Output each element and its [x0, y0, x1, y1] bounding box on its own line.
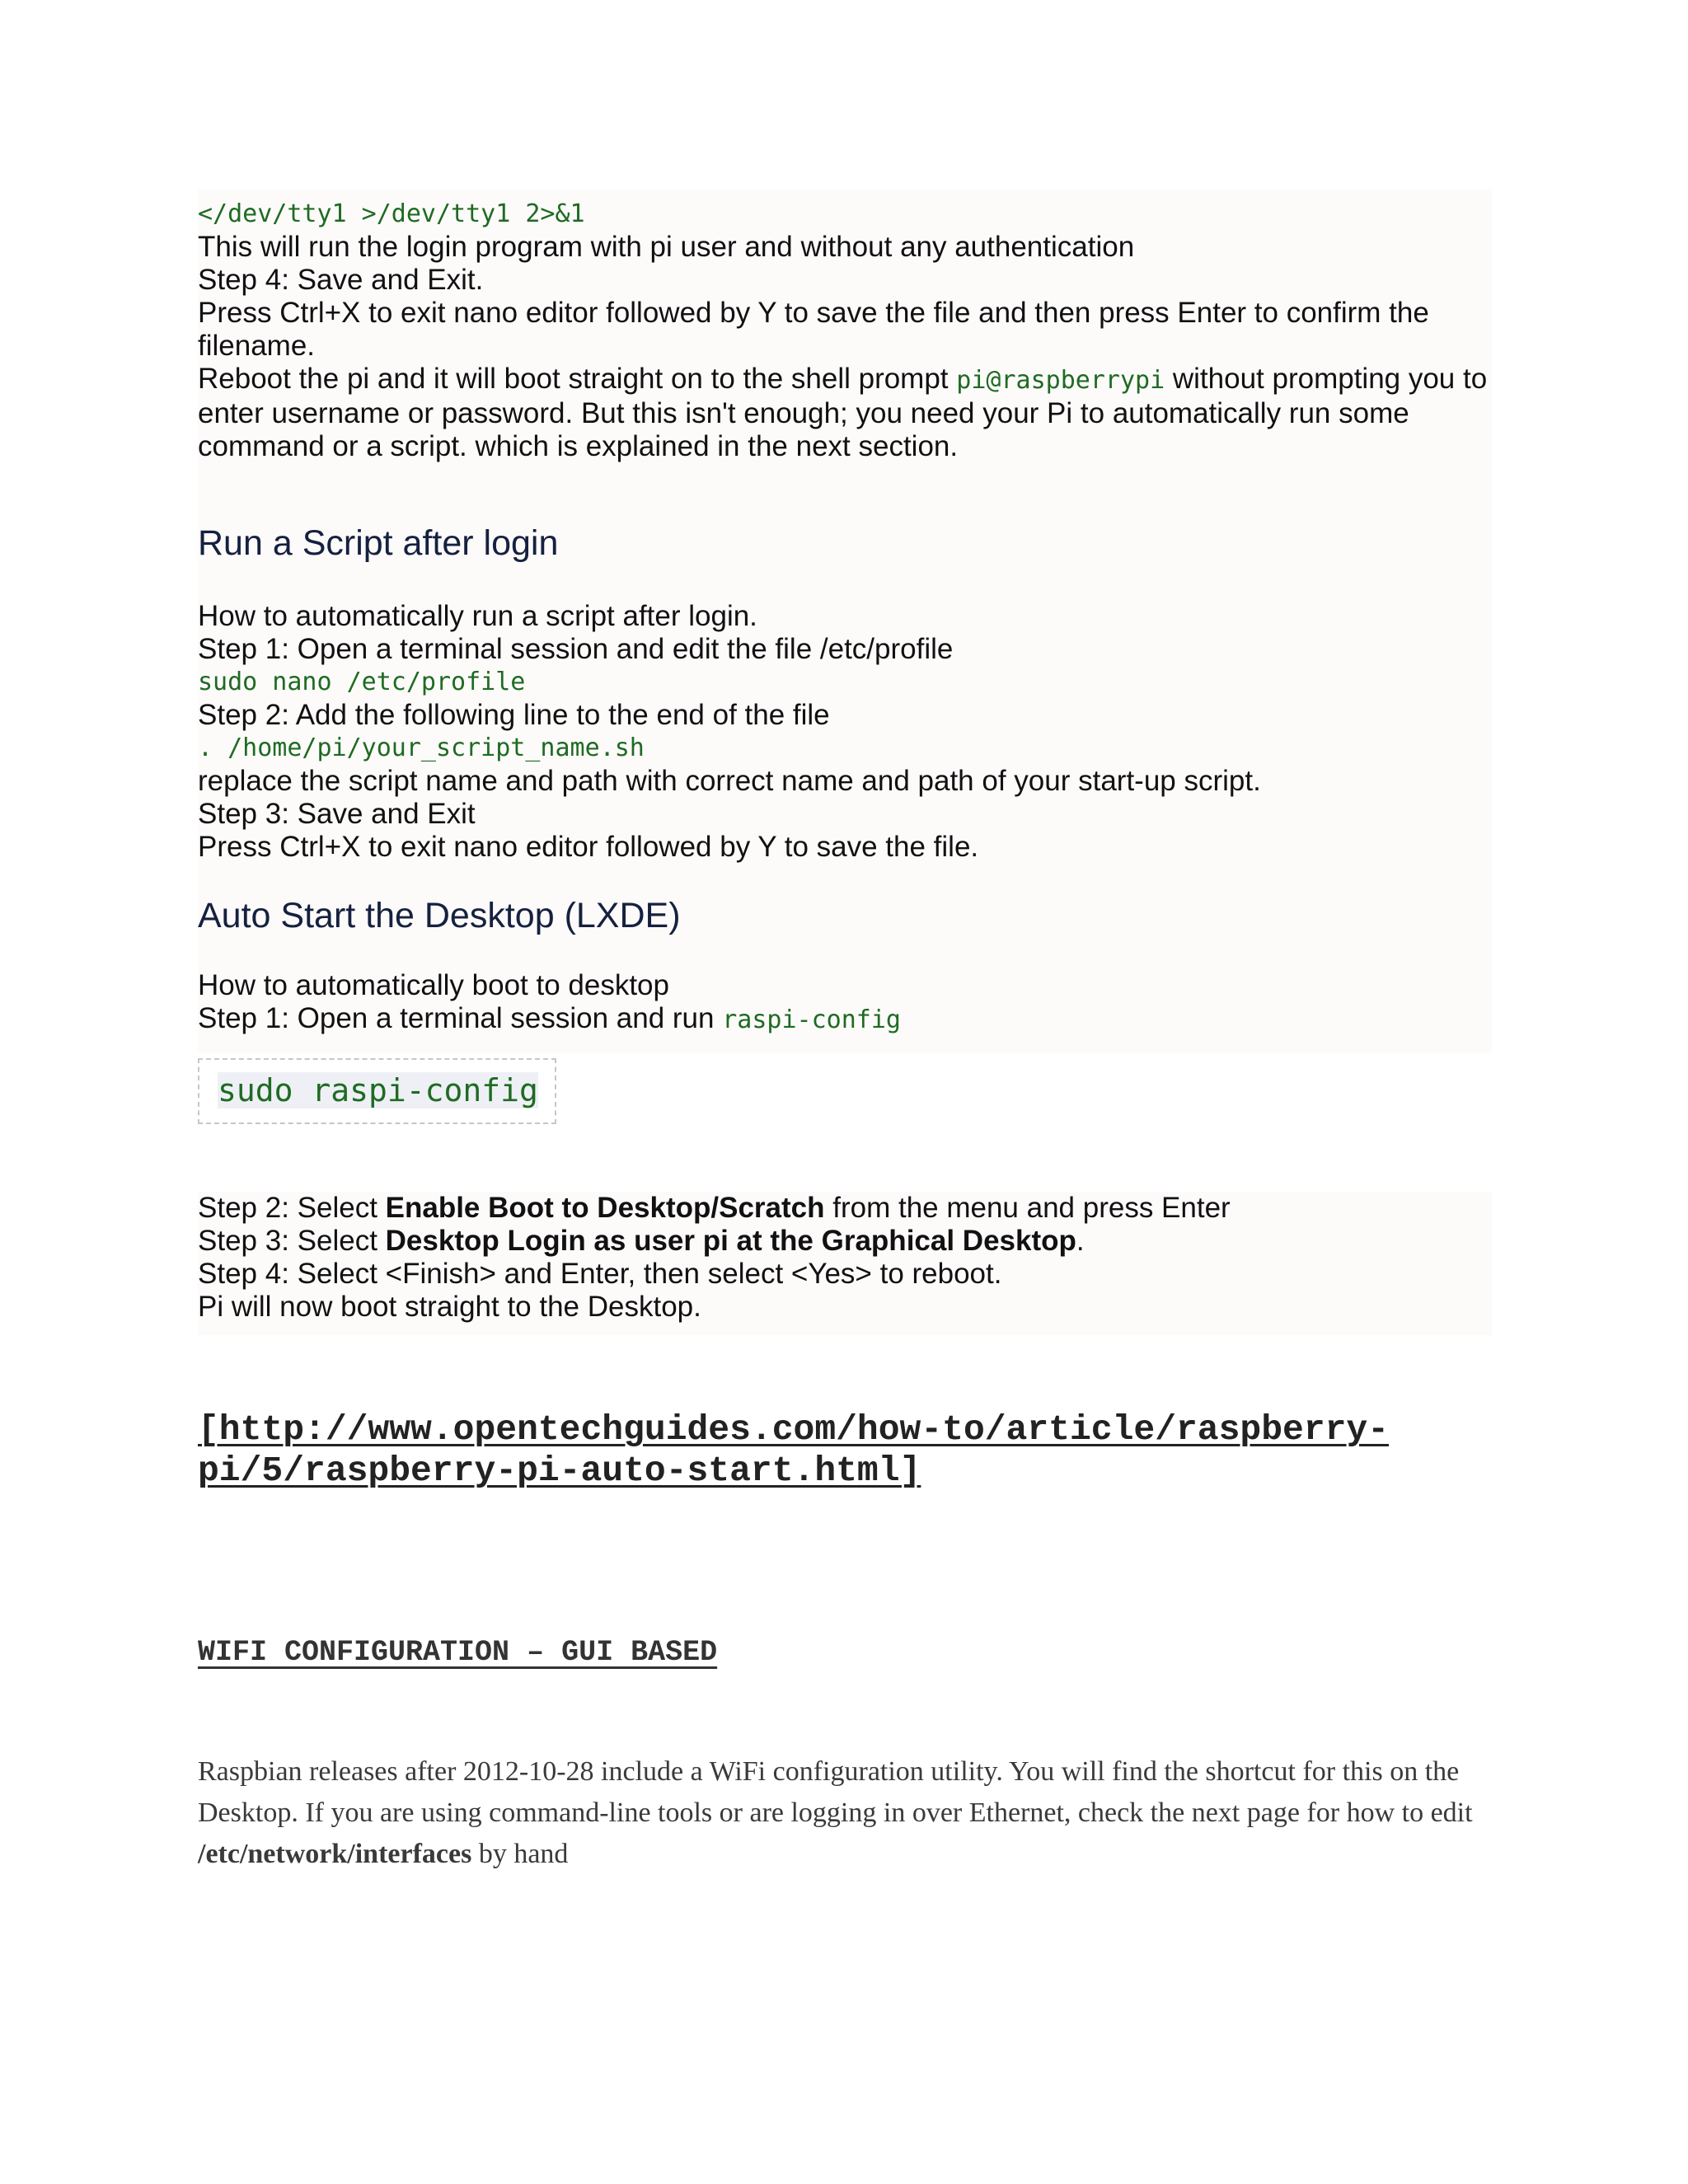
text-span: by hand	[471, 1839, 569, 1869]
text-line: Press Ctrl+X to exit nano editor followed by Y to save the file.	[198, 831, 979, 863]
reference-link[interactable]	[198, 1409, 1492, 1492]
document-page	[198, 190, 1492, 1875]
code-line: . /home/pi/your_script_name.sh	[198, 733, 645, 762]
text-span: Raspbian releases after 2012-10-28 include a WiFi configuration utility. You will find the shortcut for this on the Desktop. If you are using command-line tools or are logging in over Ethernet, check the next page for how to edit	[198, 1756, 1473, 1828]
wifi-heading: WIFI CONFIGURATION – GUI BASED	[198, 1636, 718, 1669]
text-span: Reboot the pi and it will boot straight on to the shell prompt	[198, 363, 957, 395]
text-line: replace the script name and path with correct name and path of your start-up script.	[198, 765, 1261, 797]
bold-text: Desktop Login as user pi at the Graphical Desktop	[385, 1225, 1076, 1257]
text-line: Step 4: Select <Finish> and Enter, then select <Yes> to reboot.	[198, 1258, 1002, 1290]
text-line	[198, 1192, 1492, 1225]
code-box	[198, 1058, 556, 1124]
code-line: sudo nano /etc/profile	[198, 668, 526, 696]
text-line: Step 2: Add the following line to the end of the file	[198, 699, 830, 731]
reference-link-line[interactable]: pi/5/raspberry-pi-auto-start.html]	[198, 1451, 921, 1491]
inline-code: raspi-config	[722, 1005, 901, 1034]
text-line	[198, 1225, 1492, 1258]
code-line-tty: </dev/tty1 >/dev/tty1 2>&1	[198, 199, 585, 228]
text-line: How to automatically boot to desktop	[198, 969, 669, 1001]
text-paragraph	[198, 363, 1492, 463]
text-span: Step 1: Open a terminal session and run	[198, 1002, 723, 1034]
text-span: .	[1076, 1225, 1085, 1257]
text-span: without prompting you to enter username or password. But this isn't enough; you need your Pi to automatically run some command or a script. which is explained in the next section.	[198, 363, 1488, 462]
code-box-text: sudo raspi-config	[218, 1072, 538, 1108]
inline-code: pi@raspberrypi	[956, 366, 1165, 395]
text-line: Step 4: Save and Exit.	[198, 264, 484, 296]
section-heading-auto-desktop: Auto Start the Desktop (LXDE)	[198, 896, 681, 935]
bold-path: /etc/network/interfaces	[198, 1839, 472, 1869]
text-span: Step 3: Select	[198, 1225, 386, 1257]
desktop-steps-block	[198, 1192, 1492, 1335]
text-line: Step 1: Open a terminal session and edit the file /etc/profile	[198, 633, 954, 665]
wifi-paragraph	[198, 1751, 1492, 1875]
text-line: Step 3: Save and Exit	[198, 798, 476, 830]
section-heading-run-script: Run a Script after login	[198, 523, 559, 563]
text-paragraph: Press Ctrl+X to exit nano editor followed by Y to save the file and then press Enter to confirm the filename.	[198, 297, 1429, 362]
text-line: Pi will now boot straight to the Desktop.	[198, 1291, 701, 1323]
bold-text: Enable Boot to Desktop/Scratch	[385, 1192, 825, 1224]
text-line: How to automatically run a script after login.	[198, 600, 757, 632]
text-span: from the menu and press Enter	[824, 1192, 1231, 1224]
text-span: Step 2: Select	[198, 1192, 386, 1224]
text-line: This will run the login program with pi user and without any authentication	[198, 231, 1135, 263]
reference-link-line[interactable]: [http://www.opentechguides.com/how-to/article/raspberry-	[198, 1409, 1390, 1450]
text-line	[198, 1002, 1492, 1037]
autologin-block	[198, 190, 1492, 1053]
